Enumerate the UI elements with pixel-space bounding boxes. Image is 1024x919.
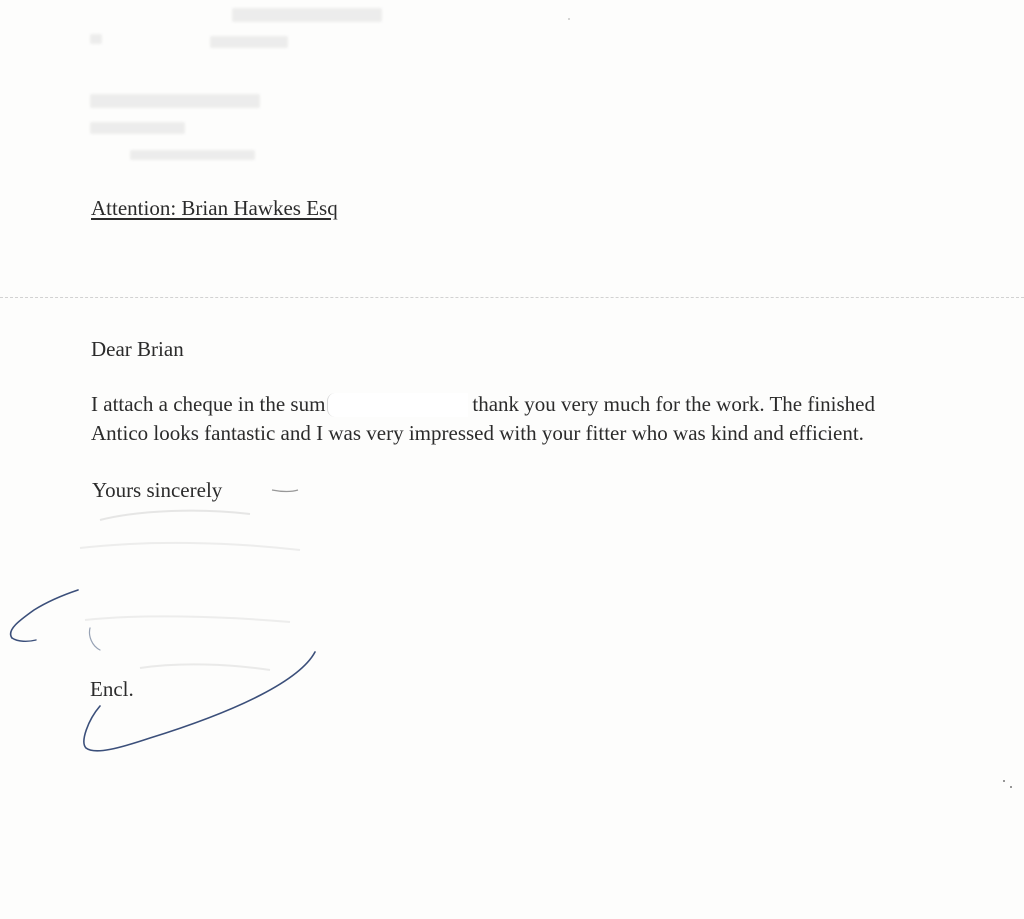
- body-line-1: [91, 390, 1011, 419]
- attention-line: Attention: Brian Hawkes Esq: [91, 196, 338, 220]
- letter-body: [91, 390, 1011, 448]
- faded-address-line: [232, 8, 382, 22]
- faded-address-line: [90, 34, 102, 44]
- scan-speck: [1010, 786, 1012, 788]
- faded-address-line: [90, 122, 185, 134]
- scan-speck: [1003, 780, 1005, 782]
- closing: Yours sincerely: [92, 478, 223, 502]
- faded-address-line: [130, 150, 255, 160]
- fold-line: [0, 297, 1024, 298]
- body-line-1-end: thank you very much for the work. The finished: [472, 392, 876, 416]
- faded-address-line: [90, 94, 260, 108]
- body-line-2: Antico looks fantastic and I was very impressed with your fitter who was kind and efficient.: [91, 421, 864, 445]
- redacted-amount: [327, 393, 468, 417]
- signature-icon: [0, 480, 360, 780]
- enclosure-note: Encl.: [90, 677, 134, 701]
- scan-speck: [568, 18, 570, 20]
- body-line-1-start: I attach a cheque in the sum: [91, 392, 326, 416]
- faded-address-line: [210, 36, 288, 48]
- salutation: Dear Brian: [91, 337, 184, 361]
